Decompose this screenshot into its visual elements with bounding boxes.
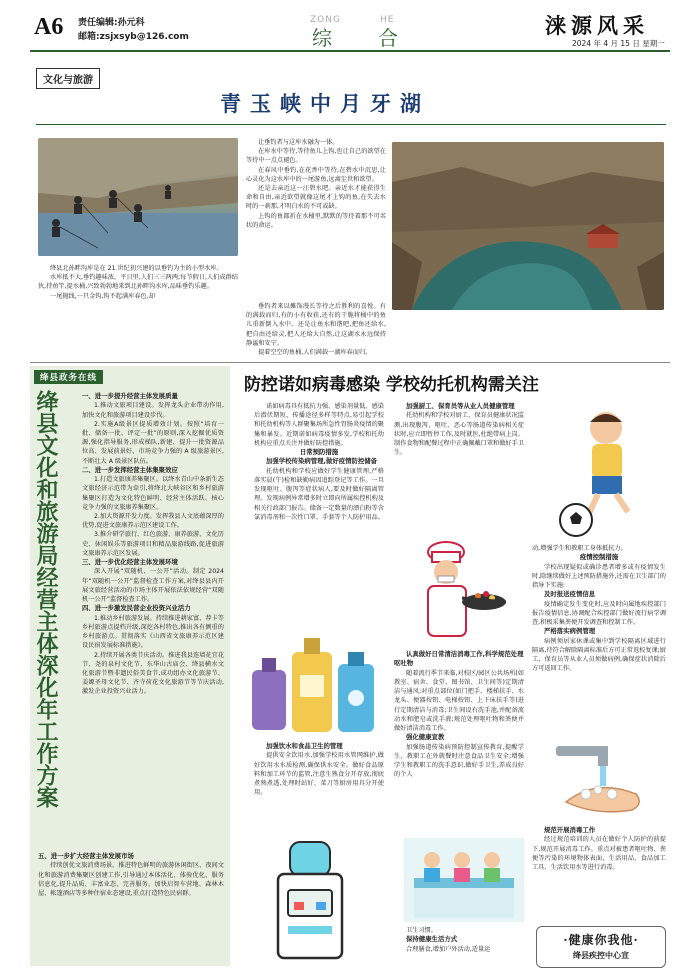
health-title: 防控诺如病毒感染 学校幼托机构需关注: [244, 375, 539, 395]
paragraph: 提着空空的鱼桶,人们满载一湖库春而归。: [258, 349, 372, 357]
column-tag-label: 文化与旅游: [43, 75, 93, 86]
paragraph: 病例须居家休课或集中到学校隔离区域进行隔离,待符合解除隔离标准后方可正常返校复课;厨工、保育员等从业人员须做病例,确保症状消除后方可返回工作。: [532, 637, 666, 673]
kids-handwashing-illustration: [404, 838, 524, 922]
football-kid-illustration: [532, 402, 666, 540]
health-article: [236, 366, 670, 970]
crescent-lake-photo: [392, 142, 664, 310]
health-column-2c: [394, 926, 524, 954]
sidebar-text: 2.实施A级景区提质增效计划。按照“培育一批、储备一批、评定一批”的原则,深入挖掘优质资源,强化指导服务,形成梯队,新建、提升一批资源品位高、发展前景好、市场竞争力强的 A 级旅游景区,不断壮大 A 级景区队伍。: [82, 420, 224, 465]
paragraph: 加强肠道传染病预防控制宣传教育,提醒学生、教职工在外就餐时注意食品卫生安全;增强学生和教职工的洗手意识,做好手卫生,养成良好的个人: [394, 743, 524, 779]
sidebar-title: 绛县文化和旅游局经营主体深化年工作方案: [33, 390, 59, 808]
subheading: 加强学校传染病管理,做好疫情防控储备: [266, 457, 378, 466]
sidebar-item: [82, 512, 224, 530]
feature-section: [30, 60, 670, 360]
section-title-left: 综: [312, 26, 332, 50]
feature-title: 青玉峡中月牙湖: [220, 91, 430, 116]
page-header: [0, 0, 700, 50]
campaign-slogan: ·健康你我他·: [563, 933, 639, 947]
sidebar-item: [82, 604, 224, 650]
sidebar-heading: 五、进一步扩大经营主体发展市场: [38, 852, 134, 860]
feature-column-2: [246, 138, 386, 230]
sidebar-text: 1.推动乡村旅游发展。持续推进耕家富、荐卡等乡村旅游点提档升级,深挖各村特色,推出各有侧重的乡村旅游点。贯彻落实《山西省文旅康养示范区建设民宿发展标准措施》。: [82, 614, 224, 650]
subheading: 强化健康宣教: [406, 733, 445, 742]
sidebar-item: [82, 392, 224, 420]
sidebar-text: 2.持续开展各类节庆活动。推进我县连墙花宜花节、尧的泉村文化节、东华山古庙会、绛县横水文化旅游节暨非遗民俗美食节,成功组办文化旅游节、姜嫄圣母文化节、齐寺荷花文化旅游节等节庆活动,激发企业投资兴业活力。: [82, 651, 224, 696]
sidebar-item: [82, 466, 224, 512]
sidebar-text: 2.加大资源开发力度。发挥我县人文底蕴深厚的优势,促进文旅康养示范区建设工作。: [82, 513, 224, 530]
campaign-source: 绛县疾控中心宣: [573, 951, 629, 960]
disinfectant-bottles-illustration: [242, 630, 382, 740]
govt-sidebar: [30, 366, 230, 966]
paragraph: 让垂钓者与这库水融为一体。: [258, 139, 339, 146]
paragraph: 随着流行季节来临,对校区/园区公共场所(如教室、宿舍、食堂、图书馆、卫生间等)定期清洁与通风;对重点部位(如门把手、楼梯扶手、水龙头、便器按钮、电梯按钮、上下床扶手等)进行定期清洁与消毒;卫生间设有洗手池,并配备流动水和肥皂或洗手液;规范处理呕吐物和粪便并做好清洁消毒工作。: [394, 669, 524, 733]
sidebar-heading: 四、进一步激发民营企业投资兴业活力: [82, 604, 191, 613]
section-pinyin-right: HE: [380, 15, 395, 25]
health-column-2b: [394, 650, 524, 779]
paragraph: 提供安全饮用水,加强学校用水管网维护,做好饮用水水质检测,确保供水安全。做好食品原料和加工环节的监管,注意生熟食分开存放,彻底煮熟煮透,处理时站好、菜刀等厨房用具分开使用。: [254, 752, 384, 797]
feature-column-2-continued: [246, 302, 386, 357]
subheading: 规范开展消毒工作: [544, 826, 596, 834]
section-divider: [30, 362, 670, 363]
sidebar-item: [82, 420, 224, 466]
subheading: 日常预防措施: [299, 448, 339, 457]
section-pinyin-left: ZONG: [310, 15, 341, 25]
paragraph: 学校出现疑似或确诊患者增多或有疫情发生时,除继续做好上述预防措施外,还需在卫生部门的指导下实施:: [532, 563, 666, 590]
feature-column-1: [38, 264, 238, 301]
paragraph: 绛县北孙畔沟库是在 21 世纪初兴建的以垂钓为主的小型水库。: [50, 265, 223, 272]
subheading: 严格落实病例管理: [544, 627, 596, 636]
sidebar-body: [82, 392, 224, 697]
paragraph: 上钩的鱼都祈在水桶里,默默的等待着那不可名状的命运。: [246, 212, 386, 229]
column-tag: [36, 68, 100, 89]
paragraph: 托幼机构和学校对厨工、保育员健康状况监测,出现腹泻、呕吐、恶心等肠道传染病相关症状时,应立即暂停工作,及时就医,杜绝带病上岗。制作食物和配餐过程中正确佩戴口罩和做好手卫生。: [394, 412, 524, 457]
subheading: 认真做好日常清洁消毒工作,科学规范处理呕吐物: [394, 650, 524, 668]
sidebar-body-bottom: [38, 852, 224, 898]
paragraph: 经过规范培训的人员在做好个人防护的前提下,规范开展消毒工作。重点对被患者呕吐物、粪便等污染的环境物体表面、生活用品、食品加工工具、生活饮用水等进行消毒。: [532, 836, 666, 872]
feature-title-rule: [36, 124, 666, 125]
subheading: 加强饮水和食品卫生的管理: [266, 742, 343, 750]
hand-washing-illustration: [536, 742, 666, 822]
subheading: 疫情控制措施: [579, 553, 619, 562]
water-dispenser-illustration: [260, 838, 360, 962]
paragraph: 卫生习惯。: [406, 927, 437, 934]
paragraph: 合理膳食,增加户外活动,适量运: [406, 945, 491, 953]
brand-logo: 涞源风采: [545, 13, 649, 38]
health-column-2: [394, 402, 524, 457]
health-campaign-logo: [536, 926, 666, 968]
paragraph: 在春风中垂钓,在花香中等待,在碧水中沉思,让心灵化为这水库中的一尾游鱼,远离尘世和欲望。: [246, 166, 386, 183]
health-column-3b: [532, 826, 666, 872]
sidebar-heading: 二、进一步发挥经营主体集聚效应: [82, 465, 178, 474]
editor-email: 邮箱:zsjxsyb@126.com: [78, 32, 189, 42]
paragraph: 还是去亲近这一汪碧水吧。亲近水才能获得生命和自由,亲近欲望就像这尾才上钩的鱼,在失去水时的一刹那,才明白水的不可或缺。: [246, 185, 386, 211]
sidebar-item: [82, 558, 224, 604]
sidebar-text: 1.打造文旅康养集聚区。以绛水青山中条新生态文旅经济示范带为牵引,将绛北大峡谷区和乡村旅游集聚区打造为文化特色鲜明、经营主体活跃、核心竞争力强的文旅康养集聚区。: [82, 476, 224, 511]
editor-credit: 责任编辑:孙元科: [78, 18, 145, 28]
sidebar-text: 1.推动文旅项目建设。发挥龙头企业带动作用,加快文化和旅游项目建设步伐。: [82, 402, 224, 419]
paragraph: 垂钓者来以摊饰漫长等待之后胜利的喜悦。有的满载而归,有的小有收获,还有的干脆将桶中的鱼儿重新倒入水中。还是让鱼水和谐吧,把鱼还给水,把自由还给灵,把人还给大自然,让这湖水永远保持静谧和安宁。: [246, 303, 386, 347]
issue-date: 2024 年 4 月 15 日 星期一: [572, 39, 665, 48]
page-number: A6: [34, 14, 64, 40]
sidebar-text: 深入开展“双随机、一公开”活动。制定 2024 年“双随机一公开”监督检查工作方案,对绛县县内开展文旅经营活动的市场主体开展依法依规经营“双随机一公开”监督检查工作。: [82, 568, 224, 604]
sidebar-tag: 绛县政务在线: [34, 370, 103, 384]
paragraph: 诺如病毒具有抵抗力强、感染剂量低、感染后潜伏期短、传播途径多样等特点,易引起学校和托幼机构等人群聚集场所急性胃肠炎疫情的聚集和暴发。近期诺如病毒疫情多发,学校和托幼机构应重点关注并做好防控措施。: [254, 403, 384, 447]
health-column-1: [254, 402, 384, 522]
sidebar-item: [82, 651, 224, 697]
sidebar-item: [82, 530, 224, 558]
reservoir-fishing-photo: [38, 138, 238, 256]
paragraph: 托幼机构和学校应做好学生健康管理,严格落实晨(午)检和缺勤病因追踪登记等工作。一旦发现呕吐、腹泻等症状病人,要及时做好隔离管理。发现病例异常增多时立即向所属疾控机构及相关行政部门报告。储备一定数量的漂白粉等含氯消毒剂和一次性口罩、手套等个人防护用品。: [254, 467, 384, 521]
sidebar-heading: 三、进一步优化经营主体发展环境: [82, 558, 178, 567]
header-rule: [30, 50, 670, 52]
sidebar-text: 持续创优文旅消费场景。推进特色鲜明的旅游休闲街区、夜间文化和旅游消费集聚区创建工作,引导通过本体活化、体验优化、服务信息化,提升品质、丰富业态、完善服务。加快启智车营地、森林木屋、帐篷酒店等多种住宿业态建设,重点打造特色民宿群。: [38, 862, 224, 898]
paragraph: 在库水中等待,等待鱼儿上钩,也让自己的欲望在等待中一点点褪色。: [246, 148, 386, 165]
chef-cooking-illustration: [402, 538, 520, 648]
paragraph: 疫情确定发生变化时,应及时向属地疾控部门报告疫情信息,协调配合疾控部门做好流行病学调查,积极采集粪便开发调查和控制工作。: [532, 600, 666, 627]
paragraph: 水库抵不大,垂钓趣味浓。平日里,人们三三两两;每节假日,人们成群结伙,持鱼竿,提水桶,兴致勃勃地来到北孙畔沟水库,品味垂钓乐趣。: [38, 274, 238, 291]
health-column-1b: [254, 742, 384, 797]
paragraph: 一尾抛线,一只金钩,钩不起满库春色,却: [50, 292, 155, 300]
section-title-right: 合: [378, 26, 398, 50]
sidebar-heading: 一、进一步提升经营主体发展质量: [82, 392, 178, 400]
sidebar-text: 3.推介研学旅行、红色旅游、康养旅游、文化历史、休闲娱乐等旅游项目和精品旅游线路,促进旅游文旅康养示范区发展。: [82, 531, 224, 557]
subheading: 加强厨工、保育员等从业人员健康管理: [406, 402, 515, 410]
paragraph: 动,增强学生和教职工身体抵抗力。: [532, 545, 627, 552]
subheading: 及时报送疫情信息: [544, 590, 596, 599]
health-column-3: [532, 544, 666, 673]
subheading: 保持健康生活方式: [406, 935, 458, 944]
